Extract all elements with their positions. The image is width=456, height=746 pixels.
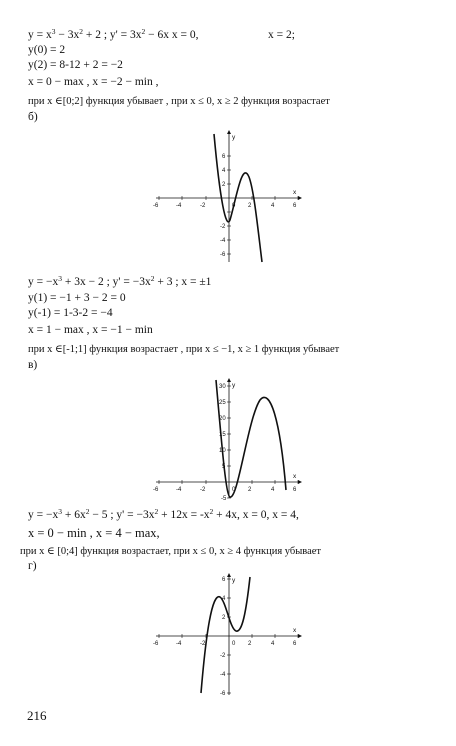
text-line: при x ∈[-1;1] функция возрастает , при x ≤ −1, x ≥ 1 функция убывает	[28, 344, 340, 355]
y-tick: 20	[219, 416, 226, 422]
x-tick: -4	[176, 487, 182, 493]
function-curve	[201, 577, 250, 693]
text-line: x = 0 − min , x = 4 − max,	[28, 526, 160, 540]
x-axis-label: x	[293, 627, 297, 634]
y-tick: 10	[219, 448, 226, 454]
x-tick: -6	[153, 203, 159, 209]
x-axis-label: x	[293, 473, 297, 480]
x-tick: -4	[176, 641, 182, 647]
text-line: при x ∈ [0;4] функция возрастает, при x ≤ 0, x ≥ 4 функция убывает	[20, 546, 322, 557]
x-tick: 4	[271, 203, 275, 209]
x-tick: 2	[248, 641, 252, 647]
text-line: y(1) = −1 + 3 − 2 = 0	[28, 292, 126, 304]
equation-line: $y = x^3 - 3x^2 + 2$ ; $y' = 3x^2 - 6x$ x = 0, x = 2;	[28, 27, 295, 41]
function-curve	[216, 380, 286, 497]
y-tick: 5	[222, 464, 226, 470]
graph-cubic-1	[150, 130, 306, 264]
y-tick: 4	[222, 596, 226, 602]
y-axis-label: y	[232, 134, 236, 141]
y-tick: -4	[220, 238, 226, 244]
x-tick: -6	[153, 487, 159, 493]
text-line: x = 0 − max , x = −2 − min ,	[28, 76, 159, 88]
page-number: 216	[27, 708, 47, 723]
y-tick: 2	[222, 615, 226, 621]
text-line: y(2) = 8-12 + 2 = −2	[28, 59, 123, 71]
x-tick: 0	[232, 487, 236, 493]
equation-line: $y = -x^3 + 3x - 2$ ; $y' = -3x^2 + 3$ ; x = ±1	[28, 274, 212, 288]
y-tick: -2	[220, 224, 226, 230]
x-tick: 2	[248, 487, 252, 493]
x-tick: 4	[271, 487, 275, 493]
section-label: в)	[28, 359, 38, 371]
x-tick: -2	[200, 641, 206, 647]
graph-cubic-3	[150, 573, 306, 697]
y-axis-label: y	[232, 577, 236, 584]
y-tick: 4	[222, 168, 226, 174]
y-tick: 6	[222, 154, 226, 160]
x-tick: 6	[293, 641, 297, 647]
y-axis-label: y	[232, 382, 236, 389]
y-tick: -2	[220, 653, 226, 659]
x-tick: 4	[271, 641, 275, 647]
x-tick: -4	[176, 203, 182, 209]
y-tick: -5	[221, 496, 227, 502]
y-tick: -6	[220, 252, 226, 258]
x-tick: 0	[232, 203, 236, 209]
y-tick: -6	[220, 691, 226, 697]
x-tick: 0	[232, 641, 236, 647]
section-label: г)	[28, 560, 37, 572]
section-label: б)	[28, 111, 38, 123]
x-tick: 6	[293, 203, 297, 209]
x-tick: 2	[248, 203, 252, 209]
text-line: при x ∈[0;2] функция убывает , при x ≤ 0, x ≥ 2 функция возрастает	[28, 96, 330, 107]
x-tick: -2	[200, 203, 206, 209]
x-tick: 6	[293, 487, 297, 493]
y-tick: 6	[222, 577, 226, 583]
equation-line: $y = -x^3 + 6x^2 - 5$ ; $y' = -3x^2 + 12x = -x^2 + 4x$, x = 0, x = 4,	[28, 507, 299, 521]
y-tick: 30	[219, 384, 226, 390]
text-line: y(-1) = 1-3-2 = −4	[28, 307, 113, 319]
y-tick: 15	[219, 432, 226, 438]
y-tick: 2	[222, 182, 226, 188]
y-tick: 25	[219, 400, 226, 406]
y-tick: -4	[220, 672, 226, 678]
x-tick: -2	[200, 487, 206, 493]
x-tick: -6	[153, 641, 159, 647]
text-line: y(0) = 2	[28, 44, 66, 56]
text-line: x = 1 − max , x = −1 − min	[28, 324, 153, 336]
x-axis-label: x	[293, 189, 297, 196]
graph-cubic-2	[150, 378, 306, 500]
